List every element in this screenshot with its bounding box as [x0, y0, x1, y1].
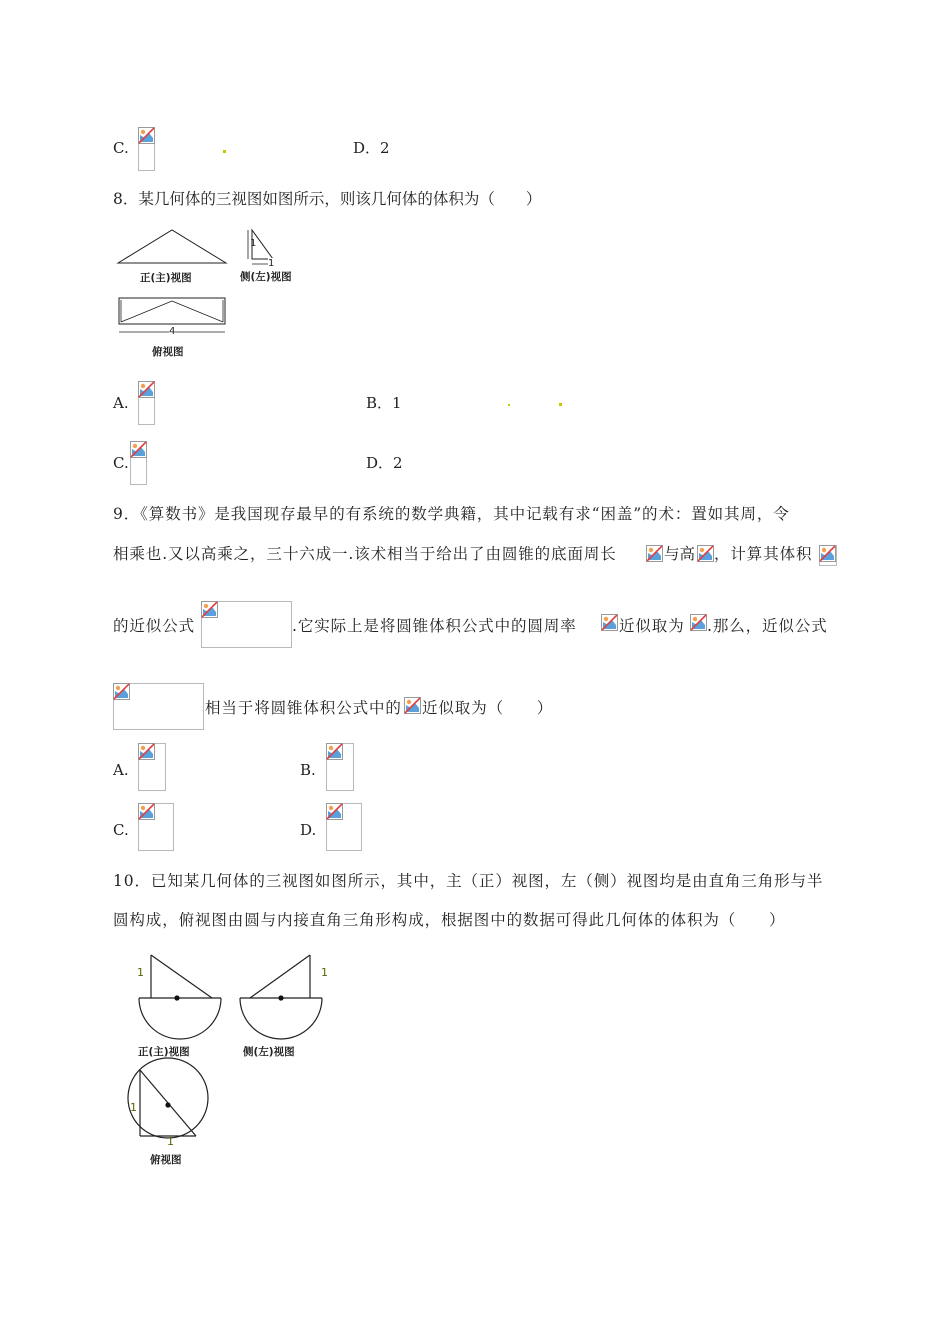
q8-option-b: B．1 — [366, 394, 402, 412]
q10-top-caption: 俯视图 — [150, 1154, 182, 1166]
q9-line-2-a: 相乘也.又以高乘之，三十六成一.该术相当于给出了由圆锥的底面周长 — [113, 545, 617, 563]
broken-image-icon — [138, 381, 155, 398]
broken-image-icon — [130, 441, 147, 458]
broken-image-icon — [326, 743, 343, 760]
broken-image-icon — [690, 614, 707, 631]
q9-pi-2-image — [404, 697, 421, 714]
q9-option-a-image — [138, 743, 166, 791]
q8-top-view — [119, 298, 225, 324]
broken-image-icon — [646, 545, 663, 562]
q8-front-view — [118, 230, 226, 263]
q8-option-a-label: A. — [113, 394, 129, 412]
q10-top-label-left: 1 — [130, 1101, 137, 1114]
q8-option-c-label: C. — [113, 454, 129, 472]
broken-image-icon — [138, 803, 155, 820]
stray-dot — [508, 404, 510, 406]
q9-option-d-image — [326, 803, 362, 851]
q9-line-4-a: 相当于将圆锥体积公式中的 — [205, 699, 402, 717]
q9-option-a-label: A. — [113, 761, 129, 779]
q10-side-view — [240, 955, 322, 1039]
q7-option-d: D．2 — [353, 139, 390, 157]
q9-line-3-a: 的近似公式 — [113, 617, 196, 635]
q9-option-b-image — [326, 743, 354, 791]
broken-image-icon — [404, 697, 421, 714]
q10-top-view — [128, 1058, 208, 1138]
q9-line-4-b: 近似取为（ ） — [422, 699, 554, 717]
q10-top-label-bottom: 1 — [167, 1135, 174, 1148]
q8-side-width-label: 1 — [268, 258, 275, 269]
broken-image-icon — [819, 545, 836, 562]
broken-image-icon — [201, 601, 218, 618]
q8-option-a-image — [138, 381, 155, 425]
q8-top-length-label: 4 — [169, 326, 176, 337]
q10-front-caption: 正(主)视图 — [138, 1046, 190, 1058]
q8-option-c-image — [130, 441, 147, 485]
q9-option-c-label: C. — [113, 821, 129, 839]
stray-dot — [223, 150, 226, 153]
q10-line-2: 圆构成，俯视图由圆与内接直角三角形构成，根据图中的数据可得此几何体的体积为（ ） — [113, 911, 786, 929]
q9-pi-image — [601, 614, 618, 631]
q9-line-3-b: .它实际上是将圆锥体积公式中的圆周率 — [292, 617, 577, 635]
q9-height-image — [697, 545, 714, 562]
q9-option-d-label: D. — [300, 821, 317, 839]
broken-image-icon — [326, 803, 343, 820]
q8-side-height-label: 1 — [250, 238, 257, 249]
q9-formula-2-image — [113, 683, 204, 730]
q8-stem: 8．某几何体的三视图如图所示，则该几何体的体积为（ ） — [113, 190, 542, 208]
broken-image-icon — [697, 545, 714, 562]
q10-line-1: 10．已知某几何体的三视图如图所示，其中，主（正）视图，左（侧）视图均是由直角三角形与半 — [113, 872, 824, 890]
broken-image-icon — [601, 614, 618, 631]
q8-side-caption: 侧(左)视图 — [240, 271, 292, 283]
q9-circumference-image — [646, 545, 663, 562]
stray-dot — [559, 403, 562, 406]
q8-option-d: D．2 — [366, 454, 403, 472]
q9-formula-image — [201, 601, 292, 648]
broken-image-icon — [138, 743, 155, 760]
broken-image-icon — [113, 683, 130, 700]
q8-top-caption: 俯视图 — [152, 346, 184, 358]
q9-option-c-image — [138, 803, 174, 851]
q10-front-label: 1 — [137, 966, 144, 979]
broken-image-icon — [138, 127, 155, 144]
q8-three-view-figure — [112, 226, 312, 361]
q9-line-3-d: .那么，近似公式 — [707, 617, 828, 635]
q7-option-c-label: C. — [113, 139, 129, 157]
q9-line-2-b: 与高 — [664, 545, 696, 563]
q9-line-3-c: 近似取为 — [619, 617, 685, 635]
q8-front-caption: 正(主)视图 — [140, 272, 192, 284]
q10-side-caption: 侧(左)视图 — [243, 1046, 295, 1058]
q9-line-1: 9．《算数书》是我国现存最早的有系统的数学典籍，其中记载有求“困盖”的术：置如其周，令 — [113, 505, 790, 523]
q9-line-2-c: ，计算其体积 — [714, 545, 813, 563]
q7-option-c-image — [138, 127, 155, 171]
q10-front-view — [139, 955, 221, 1039]
q9-option-b-label: B. — [300, 761, 316, 779]
q9-volume-image — [819, 545, 837, 566]
q10-three-view-figure — [125, 948, 335, 1173]
q9-pi-approx-image — [690, 614, 707, 631]
q10-side-label: 1 — [321, 966, 328, 979]
